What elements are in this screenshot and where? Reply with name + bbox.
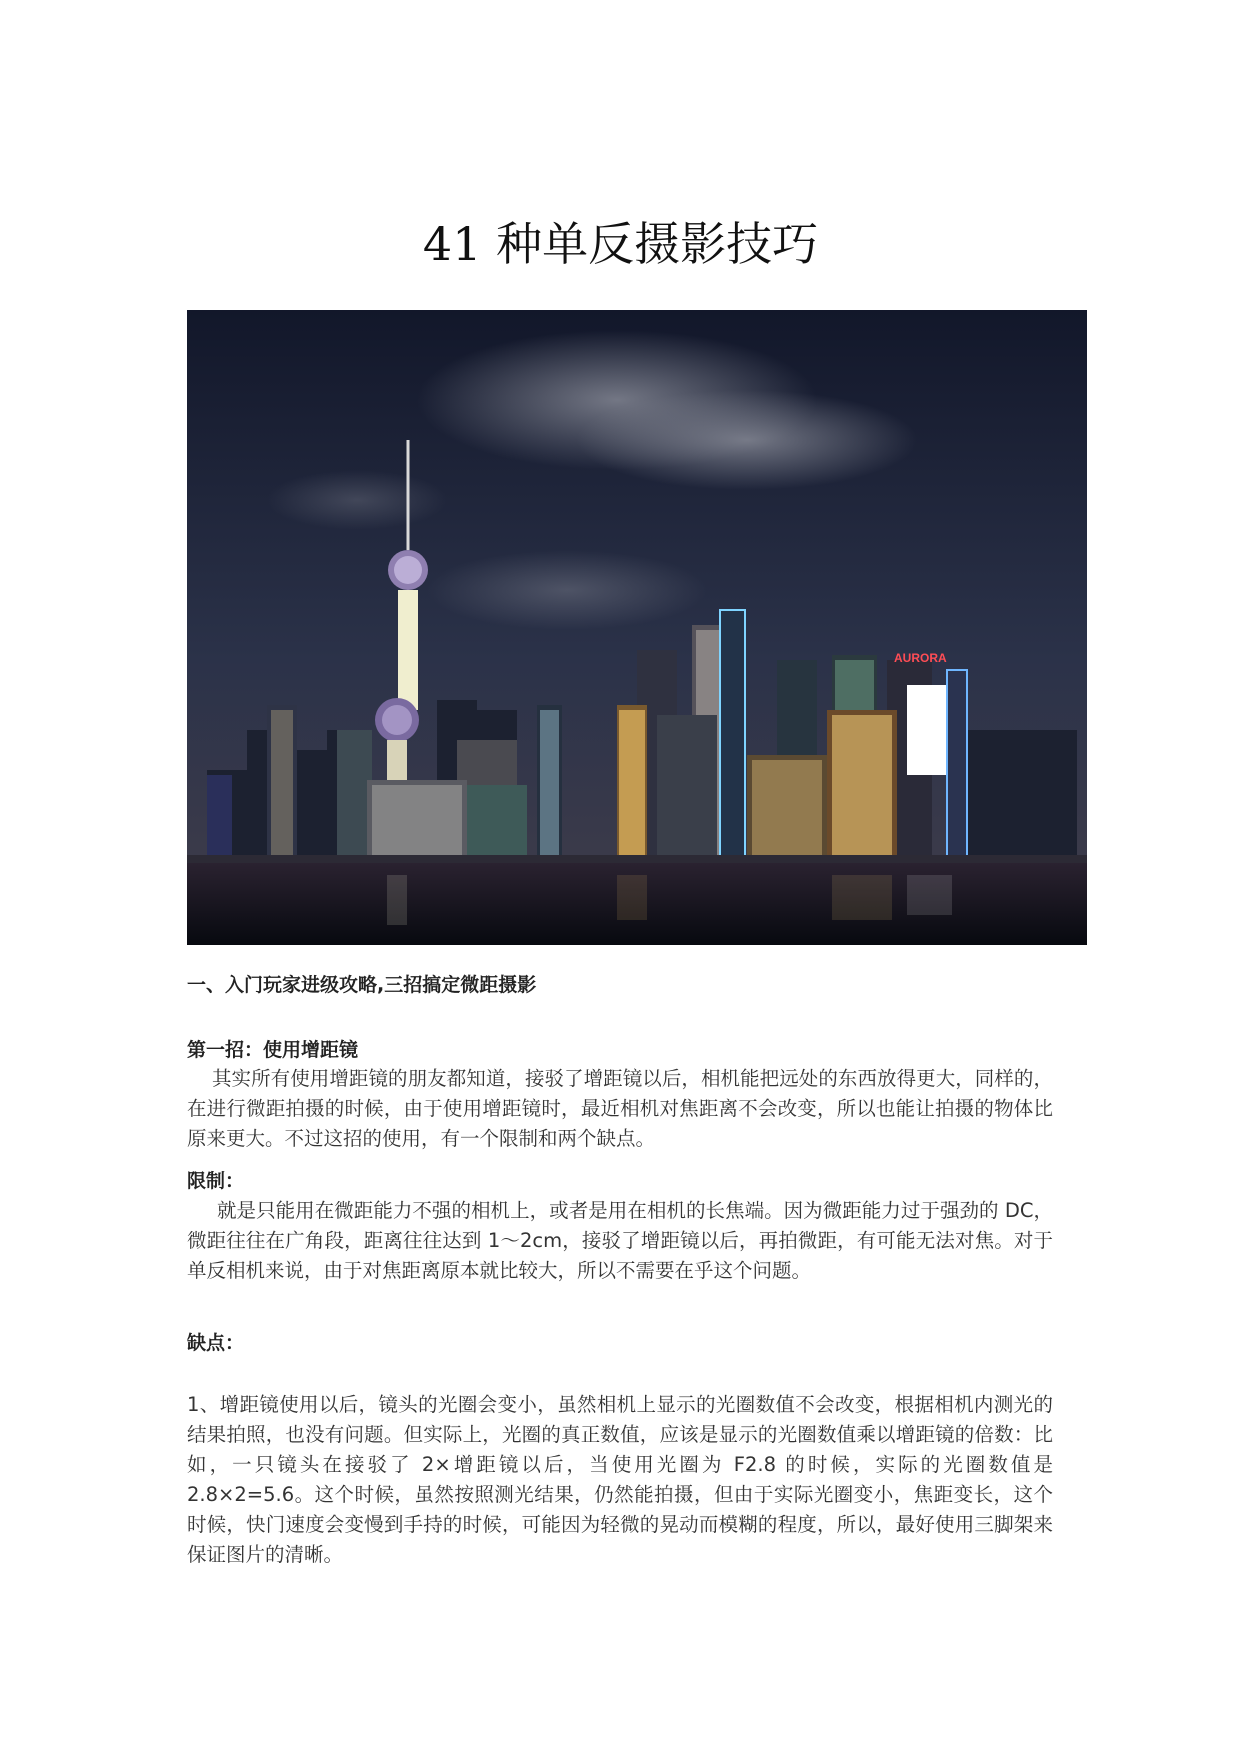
page-title: 41 种单反摄影技巧	[422, 217, 819, 271]
aurora-sign: AURORA	[894, 651, 947, 665]
limit-paragraph: 就是只能用在微距能力不强的相机上，或者是用在相机的长焦端。因为微距能力过于强劲的 DC，微距往往在广角段，距离往往达到 1～2cm，接驳了增距镜以后，再拍微距，有可能无法对焦。对于单反相机来说，由于对焦距离原本就比较大，所以不需要在乎这个问题。	[187, 1199, 1053, 1282]
city-skyline-photo	[187, 310, 1087, 945]
move1-intro-paragraph: 其实所有使用增距镜的朋友都知道，接驳了增距镜以后，相机能把远处的东西放得更大，同样的，在进行微距拍摄的时候，由于使用增距镜时，最近相机对焦距离不会改变，所以也能让拍摄的物体比原来更大。不过这招的使用，有一个限制和两个缺点。	[187, 1067, 1053, 1150]
section-heading: 一、入门玩家进级攻略,三招搞定微距摄影	[187, 974, 537, 996]
move1-heading: 第一招：使用增距镜	[187, 1039, 359, 1061]
cons-label: 缺点：	[187, 1332, 245, 1354]
limit-label: 限制：	[187, 1170, 245, 1192]
con1-paragraph: 1、增距镜使用以后，镜头的光圈会变小，虽然相机上显示的光圈数值不会改变，根据相机内测光的结果拍照，也没有问题。但实际上，光圈的真正数值，应该是显示的光圈数值乘以增距镜的倍数：比如，一只镜头在接驳了 2×增距镜以后，当使用光圈为 F2.8 的时候，实际的光圈数值是 2.8×2=5.6。这个时候，虽然按照测光结果，仍然能拍摄，但由于实际光圈变小，焦距变长，这个时候，快门速度会变慢到手持的时候，可能因为轻微的晃动而模糊的程度，所以，最好使用三脚架来保证图片的清晰。	[187, 1393, 1053, 1566]
